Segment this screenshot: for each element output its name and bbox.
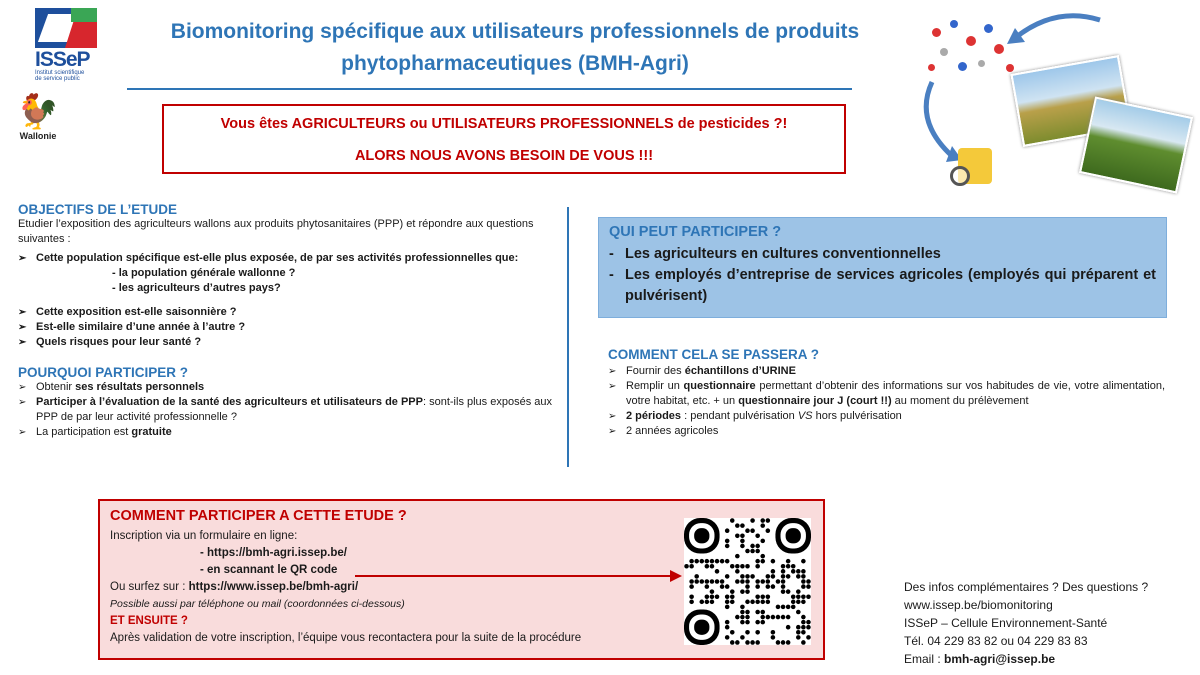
molecule-icon (932, 28, 941, 37)
qui-box (598, 217, 1167, 318)
contact-phone: Tél. 04 229 83 82 ou 04 229 83 83 (904, 634, 1088, 648)
objectifs-heading: OBJECTIFS DE L’ETUDE (18, 202, 178, 217)
title-line-1: Biomonitoring spécifique aux utilisateurs professionnels de produits (170, 20, 860, 43)
molecule-icon (928, 64, 935, 71)
participer-heading: COMMENT PARTICIPER A CETTE ETUDE ? (110, 508, 407, 524)
comment-item: ➢ Remplir un questionnaire permettant d’obtenir des informations sur vos habitudes de vie, votre alimentation, votre habitat, etc. + un questionnaire jour J (court !!) au moment du prélèvement (608, 379, 1165, 409)
qr-code[interactable] (684, 518, 811, 645)
wallonie-label: Wallonie (19, 131, 57, 141)
objectif-question: ➢ Quels risques pour leur santé ? (18, 335, 568, 350)
issep-name: ISSeP (35, 48, 90, 71)
contact-email-line: Email : bmh-agri@issep.be (904, 652, 1056, 666)
issep-flag-icon (35, 8, 97, 48)
arrow-line (355, 575, 673, 577)
molecule-icon (978, 60, 985, 67)
molecule-icon (994, 44, 1004, 54)
wallonie-logo (13, 93, 63, 149)
objectif-question: ➢ Cette population spécifique est-elle plus exposée, de par ses activités professionnelles que: (18, 251, 568, 266)
qr-instruction: - en scannant le QR code (200, 564, 338, 576)
left-column (18, 202, 568, 440)
comment-heading: COMMENT CELA SE PASSERA ? (608, 347, 820, 362)
molecule-icon (984, 24, 993, 33)
pourquoi-item: ➢ Participer à l’évaluation de la santé des agriculteurs et utilisateurs de PPP: sont-ils plus exposés aux PPP de par leur activité professionnelle ? (18, 395, 568, 425)
email-link[interactable]: bmh-agri@issep.be (944, 652, 1056, 666)
qui-item: - Les agriculteurs en cultures conventionnelles (609, 244, 1156, 265)
issep-tagline-2: de service public (35, 76, 80, 82)
molecule-icon (1006, 64, 1014, 72)
title-divider (127, 88, 852, 90)
ensuite-heading: ET ENSUITE ? (110, 615, 188, 627)
participer-note: Possible aussi par téléphone ou mail (coordonnées ci-dessous) (110, 598, 405, 610)
molecule-icon (940, 48, 948, 56)
participer-box (98, 499, 825, 660)
comment-item: ➢ 2 années agricoles (608, 424, 1165, 439)
molecule-icon (950, 20, 958, 28)
contact-info (904, 578, 1194, 668)
participer-text: Ou surfez sur : https://www.issep.be/bmh-agri/ (110, 581, 359, 593)
objectif-subitem: - la population générale wallonne ? (112, 267, 296, 279)
contact-link[interactable]: www.issep.be/biomonitoring (904, 598, 1053, 612)
rooster-icon: 🐓 (16, 93, 60, 131)
title-line-2: phytopharmaceutiques (BMH-Agri) (341, 52, 689, 75)
page-title (110, 16, 920, 80)
qui-item: - Les employés d’entreprise de services agricoles (employés qui préparent et pulvérisent) (609, 265, 1156, 307)
callout-box (162, 104, 846, 174)
contact-line: ISSeP – Cellule Environnement-Santé (904, 616, 1108, 630)
objectif-question: ➢ Est-elle similaire d’une année à l’autre ? (18, 320, 568, 335)
objectif-question: ➢ Cette exposition est-elle saisonnière ? (18, 305, 568, 320)
contact-line: Des infos complémentaires ? Des questions ? (904, 580, 1149, 594)
pourquoi-item: ➢ Obtenir ses résultats personnels (18, 380, 568, 395)
registration-link[interactable]: - https://bmh-agri.issep.be/ (200, 547, 347, 559)
comment-section (608, 347, 1165, 439)
magnifier-icon (950, 166, 970, 186)
comment-item: ➢ 2 périodes : pendant pulvérisation VS hors pulvérisation (608, 409, 1165, 424)
pourquoi-heading: POURQUOI PARTICIPER ? (18, 365, 189, 380)
qui-heading: QUI PEUT PARTICIPER ? (609, 224, 782, 240)
callout-line-2: ALORS NOUS AVONS BESOIN DE VOUS !!! (354, 148, 654, 164)
qr-code-icon (684, 518, 811, 645)
objectif-subitem: - les agriculteurs d’autres pays? (112, 282, 281, 294)
pourquoi-item: ➢ La participation est gratuite (18, 425, 568, 440)
issep-tagline: Institut scientifique (35, 70, 85, 76)
curved-arrow-icon (1005, 6, 1105, 46)
issep-logo (35, 8, 99, 88)
callout-line-1: Vous êtes AGRICULTEURS ou UTILISATEURS PROFESSIONNELS de pesticides ?! (220, 116, 788, 132)
objectifs-intro: Etudier l’exposition des agriculteurs wallons aux produits phytosanitaires (PPP) et répondre aux questions suivantes : (18, 218, 534, 245)
participer-text: Inscription via un formulaire en ligne: (110, 530, 298, 542)
participer-text: Après validation de votre inscription, l’équipe vous recontactera pour la suite de la procédure (110, 632, 582, 644)
arrow-head-icon (670, 570, 682, 582)
column-divider (567, 207, 569, 467)
comment-item: ➢ Fournir des échantillons d’URINE (608, 364, 1165, 379)
molecule-icon (966, 36, 976, 46)
molecule-icon (958, 62, 967, 71)
illustration (910, 6, 1190, 194)
website-link[interactable]: https://www.issep.be/bmh-agri/ (188, 581, 359, 593)
tractor-photo (1079, 96, 1193, 193)
